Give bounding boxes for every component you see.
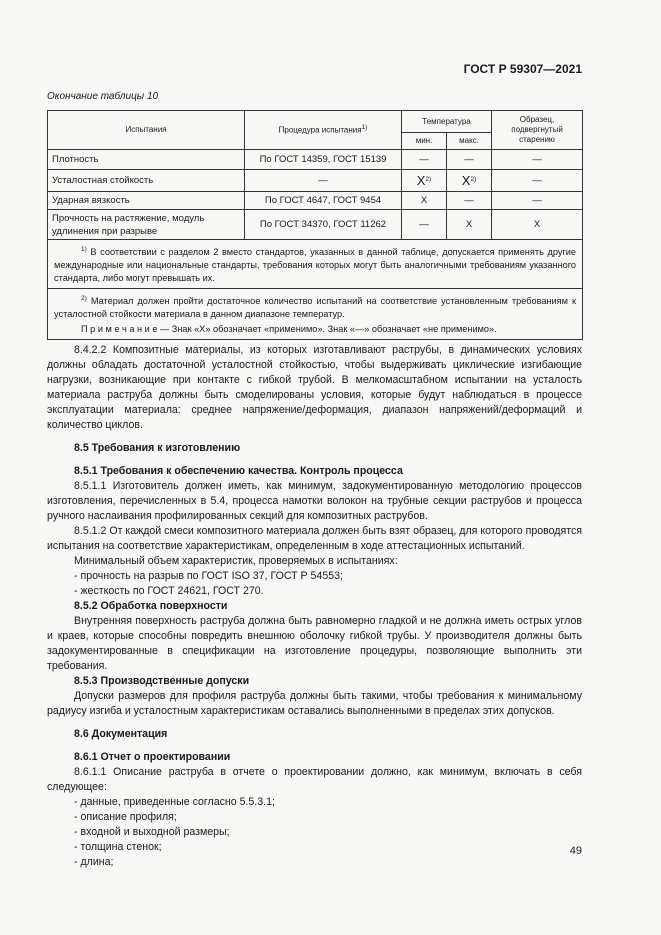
col-header-aged: Образец, подвергнутый старению bbox=[492, 111, 583, 150]
cell-min: X bbox=[402, 192, 447, 210]
page-number: 49 bbox=[569, 845, 582, 857]
col-header-temperature: Температура bbox=[402, 111, 492, 133]
col-header-max: макс. bbox=[447, 133, 492, 150]
heading-8-5-1: 8.5.1 Требования к обеспечению качества. Контроль процесса bbox=[74, 465, 403, 477]
cell-aged: — bbox=[492, 192, 583, 210]
paragraph-8-5-2: Внутренняя поверхность раструба должна быть равномерно гладкой и не должна иметь острых углов и краев, которые способны повредить внешнюю оболочку гибкой трубы. У производителя должны быть задокументированные в спецификации на изготовление процедуры, позволяющие выполнить эти требования. bbox=[47, 615, 582, 672]
list-item: - толщина стенок; bbox=[74, 841, 162, 853]
footnote-row bbox=[48, 240, 583, 289]
paragraph-8-5-1-1: 8.5.1.1 Изготовитель должен иметь, как минимум, задокументированную методологию процессов изготовления, перечисленных в 5.4, процесса намотки волокон на трубные секции раструбов и процесса ручного наслаивания профилированных секций для композитных раструбов. bbox=[47, 480, 582, 522]
table-row bbox=[48, 150, 583, 170]
paragraph-8-4-2-2: 8.4.2.2 Композитные материалы, из которых изготавливают раструбы, в динамических условиях должны обладать достаточной усталостной стойкостью, чтобы выдерживать циклические изгибающие нагрузки, возникающие при контакте с гибкой трубой. В мелкомасштабном испытании на усталость материала раструба должны быть смоделированы условия, которые будут наблюдаться в процессе эксплуатации материала: среднее напряжение/деформация, диапазон напряжений/деформаций и количество циклов. bbox=[47, 344, 582, 431]
cell-procedure: По ГОСТ 34370, ГОСТ 11262 bbox=[245, 210, 402, 240]
footnote-row bbox=[48, 289, 583, 340]
cell-max: $X^{2)}$ bbox=[447, 170, 492, 192]
col-header-tests: Испытания bbox=[48, 111, 245, 150]
paragraph-min-characteristics: Минимальный объем характеристик, проверяемых в испытаниях: bbox=[74, 555, 398, 567]
cell-procedure: По ГОСТ 14359, ГОСТ 15139 bbox=[245, 150, 402, 170]
cell-min: — bbox=[402, 210, 447, 240]
cell-procedure: По ГОСТ 4647, ГОСТ 9454 bbox=[245, 192, 402, 210]
heading-8-5-2: 8.5.2 Обработка поверхности bbox=[74, 600, 228, 612]
document-code: ГОСТ Р 59307—2021 bbox=[463, 62, 582, 76]
list-item: - прочность на разрыв по ГОСТ ISO 37, ГОСТ Р 54553; bbox=[74, 570, 343, 582]
cell-max: X bbox=[447, 210, 492, 240]
cell-test: Прочность на растяжение, модуль удлинения при разрыве bbox=[48, 210, 245, 240]
list-item: - длина; bbox=[74, 856, 114, 868]
requirements-table bbox=[47, 110, 583, 340]
cell-test: Ударная вязкость bbox=[48, 192, 245, 210]
footnote-1: $^{1)}$ В соответствии с разделом 2 вместо стандартов, указанных в данной таблице, допускается применять другие международные или национальные стандарты, требования которых могут быть аналогичными требованиям указанного стандарта, либо могут превышать их. bbox=[48, 240, 583, 289]
cell-aged: — bbox=[492, 150, 583, 170]
paragraph-8-6-1-1: 8.6.1.1 Описание раструба в отчете о проектировании должно, как минимум, включать в себя следующее: bbox=[47, 766, 582, 793]
list-item: - жесткость по ГОСТ 24621, ГОСТ 270. bbox=[74, 585, 264, 597]
cell-min: $X^{2)}$ bbox=[402, 170, 447, 192]
table-row bbox=[48, 170, 583, 192]
cell-max: — bbox=[447, 192, 492, 210]
note-label: П р и м е ч а н и е bbox=[81, 324, 158, 335]
note-text: — Знак «X» обозначает «применимо». Знак «—» обозначает «не применимо». bbox=[160, 324, 497, 335]
table-row bbox=[48, 192, 583, 210]
col-header-procedure: Процедура испытания$^{1)}$ bbox=[245, 111, 402, 150]
col-header-min: мин. bbox=[402, 133, 447, 150]
footnote-2-and-note: $^{2)}$ Материал должен пройти достаточное количество испытаний на соответствие установленным требованиям к усталостной стойкости материала в данном диапазоне температур. П р и м е ч а н и е — Знак «X» обозначает «применимо». Знак «—» обозначает «не применимо». bbox=[48, 289, 583, 340]
heading-8-5: 8.5 Требования к изготовлению bbox=[74, 442, 241, 454]
heading-8-5-3: 8.5.3 Производственные допуски bbox=[74, 675, 250, 687]
paragraph-8-5-3: Допуски размеров для профиля раструба должны быть такими, чтобы требования к минимальному радиусу изгиба и усталостным характеристикам оставались выполненными в пределах этих допусков. bbox=[47, 690, 582, 717]
list-item: - данные, приведенные согласно 5.5.3.1; bbox=[74, 796, 275, 808]
table-caption: Окончание таблицы 10 bbox=[47, 91, 159, 102]
list-item: - описание профиля; bbox=[74, 811, 177, 823]
list-item: - входной и выходной размеры; bbox=[74, 826, 230, 838]
cell-max: — bbox=[447, 150, 492, 170]
cell-min: — bbox=[402, 150, 447, 170]
cell-aged: — bbox=[492, 170, 583, 192]
cell-test: Усталостная стойкость bbox=[48, 170, 245, 192]
paragraph-8-5-1-2: 8.5.1.2 От каждой смеси композитного материала должен быть взят образец, для которого проводятся испытания на соответствие характеристикам, определенным в ходе аттестационных испытаний. bbox=[47, 525, 582, 552]
heading-8-6: 8.6 Документация bbox=[74, 728, 168, 740]
cell-aged: X bbox=[492, 210, 583, 240]
heading-8-6-1: 8.6.1 Отчет о проектировании bbox=[74, 751, 231, 763]
cell-procedure: — bbox=[245, 170, 402, 192]
cell-test: Плотность bbox=[48, 150, 245, 170]
table-row bbox=[48, 210, 583, 240]
main-text bbox=[47, 343, 582, 870]
